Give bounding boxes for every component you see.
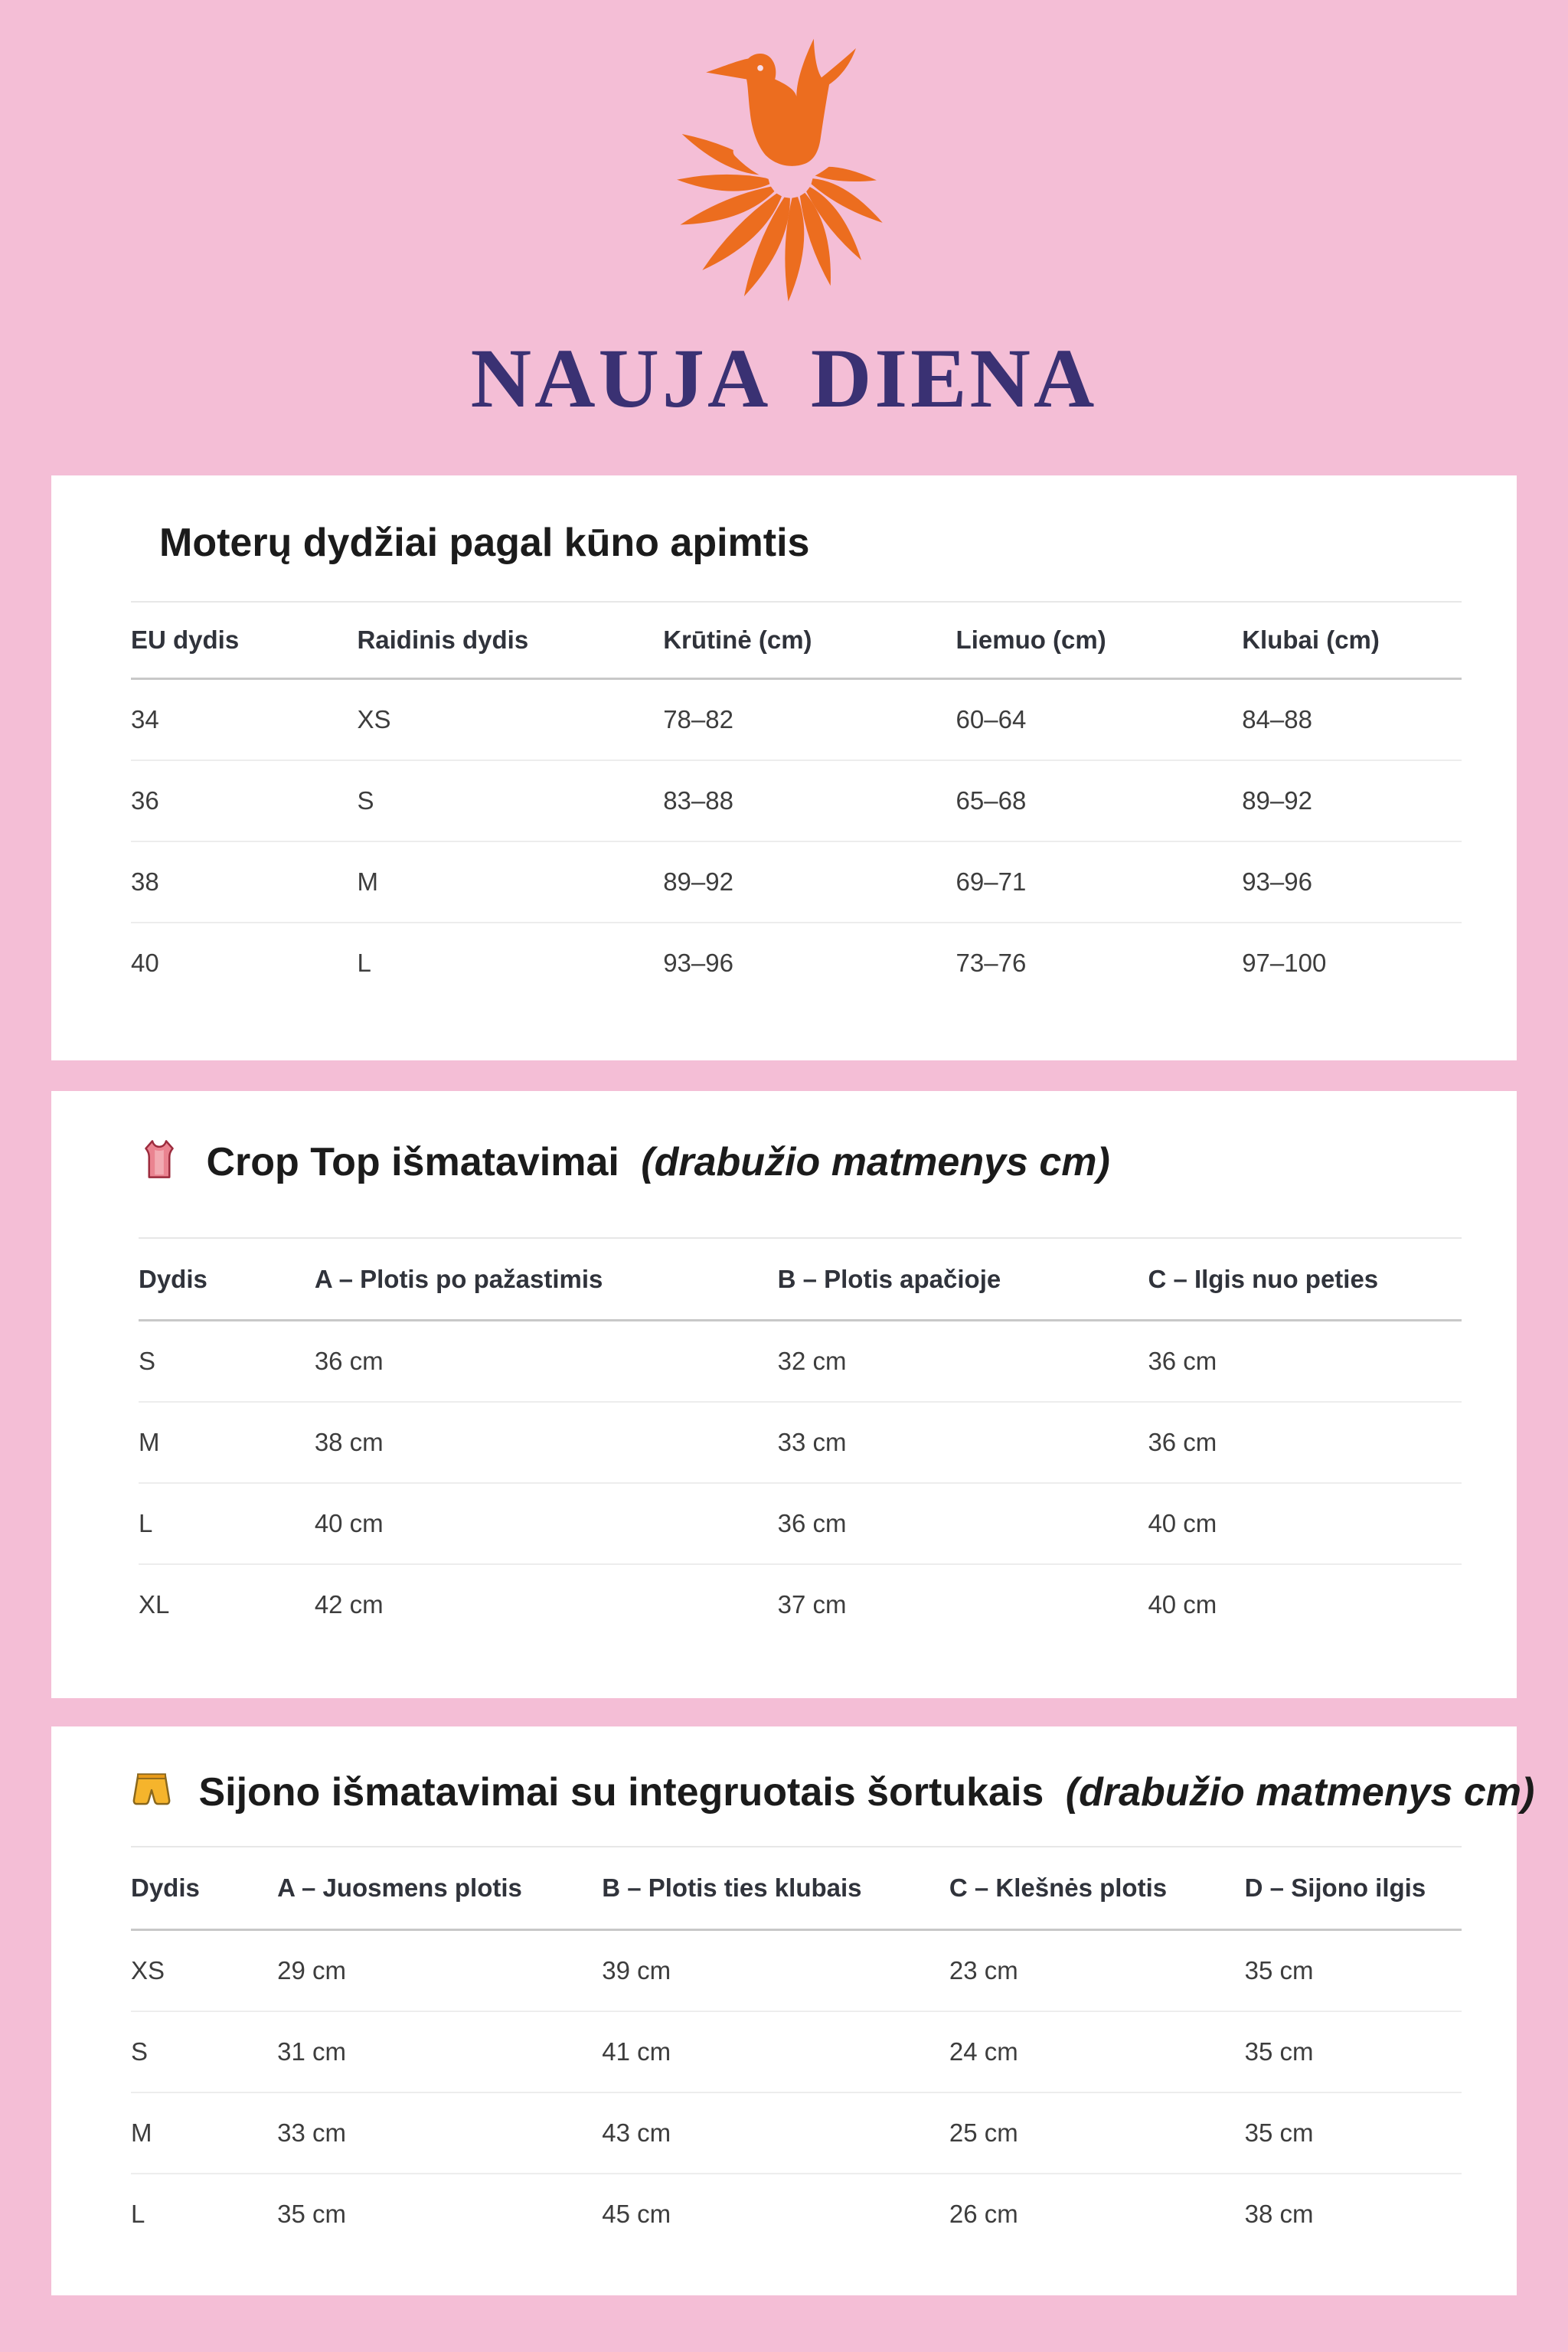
table-cell: 37 cm: [778, 1564, 1148, 1645]
table-cell: 39 cm: [602, 1956, 671, 1984]
size-card-skirt-shorts: [51, 1726, 1535, 2295]
table-row: [131, 2092, 1462, 2174]
table-cell: 41 cm: [602, 2011, 949, 2092]
brand-header: [0, 0, 1568, 425]
table-cell: S: [139, 1347, 156, 1375]
table-row: [131, 2174, 1462, 2254]
table-row: [131, 1930, 1462, 2012]
table-cell: XS: [131, 1956, 165, 1984]
table-cell: 89–92: [1242, 760, 1462, 841]
column-header: Dydis: [139, 1238, 315, 1321]
table-row: [131, 841, 1462, 923]
column-header: Raidinis dydis: [357, 602, 663, 679]
table-cell: 38 cm: [315, 1402, 778, 1483]
table-cell: 40 cm: [315, 1483, 778, 1564]
table-cell: 24 cm: [949, 2011, 1245, 2092]
table-cell: 35 cm: [1245, 2092, 1462, 2174]
body-measurements-table: [131, 601, 1462, 1003]
table-cell: 33 cm: [778, 1402, 1148, 1483]
sun-ray: [677, 175, 769, 191]
table-cell: M: [357, 841, 663, 923]
table-cell: 73–76: [956, 923, 1243, 1003]
hummingbird-sun-logo-icon: [665, 28, 903, 303]
table-cell: 40 cm: [1148, 1483, 1462, 1564]
table-cell: 45 cm: [602, 2174, 949, 2254]
table-cell: 69–71: [956, 841, 1243, 923]
table-cell: 78–82: [663, 705, 733, 733]
card-title: [131, 1769, 1535, 1815]
table-cell: 31 cm: [277, 2011, 602, 2092]
table-cell: 83–88: [663, 760, 956, 841]
card-title-text: Moterų dydžiai pagal kūno apimtis: [159, 521, 810, 565]
table-row: [131, 760, 1462, 841]
crop-top-table: [139, 1237, 1462, 1645]
table-cell: 43 cm: [602, 2092, 949, 2174]
table-row: [139, 1483, 1462, 1564]
table-cell: 36 cm: [1148, 1347, 1217, 1375]
table-cell: 93–96: [663, 923, 956, 1003]
table-cell: 35 cm: [277, 2174, 602, 2254]
column-header: EU dydis: [131, 602, 357, 679]
table-cell: 33 cm: [277, 2092, 602, 2174]
table-cell: XS: [357, 705, 391, 733]
table-cell: 65–68: [956, 760, 1243, 841]
table-cell: 36 cm: [1148, 1402, 1462, 1483]
table-cell: 38: [131, 841, 357, 923]
column-header: Dydis: [131, 1847, 277, 1930]
table-cell: 97–100: [1242, 923, 1462, 1003]
table-cell: 23 cm: [949, 1956, 1018, 1984]
table-cell: L: [357, 923, 663, 1003]
table-cell: 40 cm: [1148, 1564, 1462, 1645]
card-title: [159, 520, 1489, 566]
table-cell: 93–96: [1242, 841, 1462, 923]
table-cell: S: [357, 760, 663, 841]
table-cell: 36: [131, 760, 357, 841]
table-cell: L: [131, 2174, 277, 2254]
size-card-body-measurements: [51, 475, 1517, 1060]
table-cell: 60–64: [956, 705, 1027, 733]
size-card-crop-top: [51, 1091, 1517, 1698]
table-row: [139, 1321, 1462, 1403]
table-cell: 38 cm: [1245, 2174, 1462, 2254]
table-cell: 35 cm: [1245, 2011, 1462, 2092]
card-title-text: Crop Top išmatavimai: [206, 1140, 619, 1184]
table-cell: 84–88: [1242, 705, 1312, 733]
column-header: C – Klešnės plotis: [949, 1847, 1245, 1930]
column-header: B – Plotis ties klubais: [602, 1847, 949, 1930]
card-title-subtext: (drabužio matmenys cm): [1065, 1770, 1535, 1815]
table-cell: S: [131, 2011, 277, 2092]
card-title-subtext: (drabužio matmenys cm): [641, 1140, 1110, 1184]
table-cell: XL: [139, 1564, 315, 1645]
table-row: [131, 679, 1462, 761]
table-cell: 36 cm: [778, 1483, 1148, 1564]
table-cell: 25 cm: [949, 2092, 1245, 2174]
table-cell: 26 cm: [949, 2174, 1245, 2254]
card-title: [139, 1138, 1489, 1185]
column-header: A – Plotis po pažastimis: [315, 1238, 778, 1321]
header-row: [131, 602, 1462, 679]
hummingbird-eye: [757, 65, 763, 71]
crop-top-icon: [139, 1138, 180, 1180]
column-header: Krūtinė (cm): [663, 602, 956, 679]
table-row: [139, 1402, 1462, 1483]
header-row: [131, 1847, 1462, 1930]
shorts-icon: [131, 1769, 172, 1810]
column-header: Liemuo (cm): [956, 602, 1243, 679]
table-cell: M: [139, 1402, 315, 1483]
table-cell: 34: [131, 705, 159, 733]
table-row: [131, 923, 1462, 1003]
table-cell: 29 cm: [277, 1956, 347, 1984]
table-cell: 32 cm: [777, 1347, 847, 1375]
column-header: D – Sijono ilgis: [1245, 1847, 1462, 1930]
column-header: Klubai (cm): [1242, 602, 1462, 679]
column-header: C – Ilgis nuo peties: [1148, 1238, 1462, 1321]
table-row: [131, 2011, 1462, 2092]
table-row: [139, 1564, 1462, 1645]
table-cell: 35 cm: [1244, 1956, 1314, 1984]
table-cell: 42 cm: [315, 1564, 778, 1645]
brand-name: NAUJA DIENA: [470, 332, 1098, 425]
column-header: A – Juosmens plotis: [277, 1847, 602, 1930]
card-title-text: Sijono išmatavimai su integruotais šortukais: [198, 1770, 1044, 1815]
table-cell: 40: [131, 923, 357, 1003]
skirt-shorts-table: [131, 1846, 1462, 2254]
header-row: [139, 1238, 1462, 1321]
table-cell: M: [131, 2092, 277, 2174]
table-cell: 89–92: [663, 841, 956, 923]
table-cell: 36 cm: [314, 1347, 384, 1375]
column-header: B – Plotis apačioje: [778, 1238, 1148, 1321]
table-cell: L: [139, 1483, 315, 1564]
